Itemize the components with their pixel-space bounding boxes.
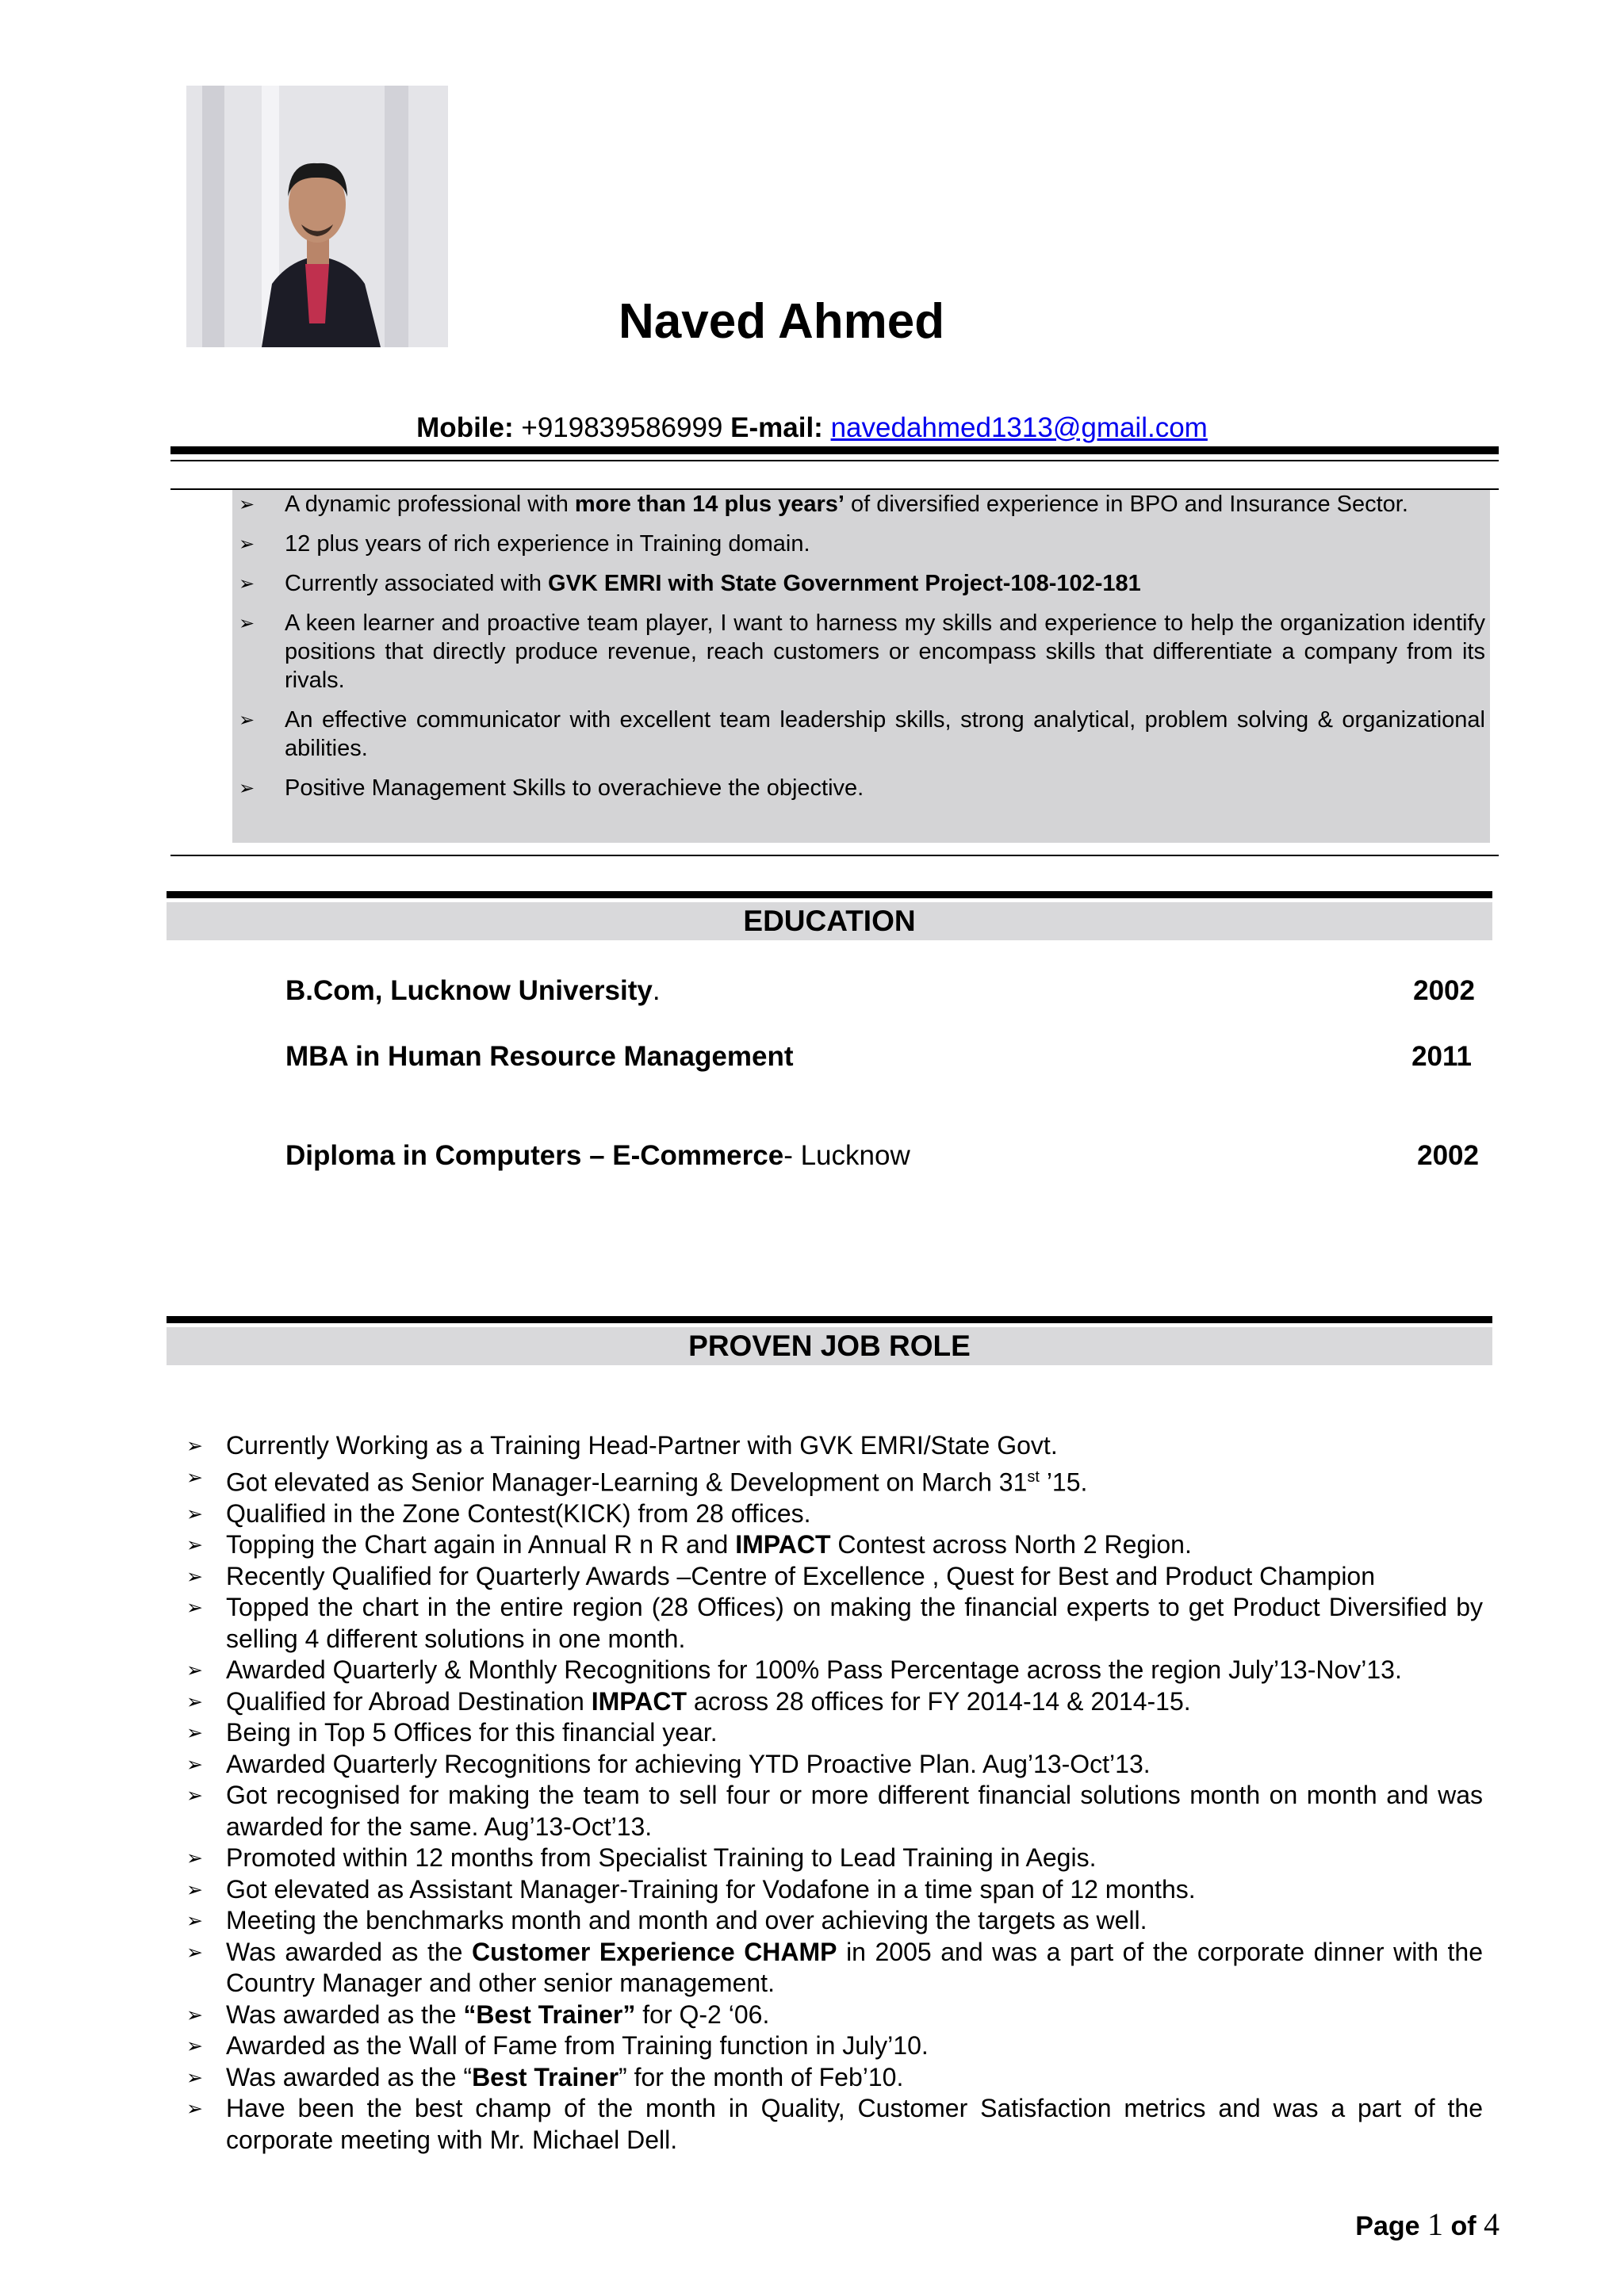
job-role-item: ➢ Recently Qualified for Quarterly Awards –Centre of Excellence , Quest for Best and Product Champion (182, 1561, 1483, 1593)
arrow-bullet-icon: ➢ (186, 1533, 203, 1557)
arrow-bullet-icon: ➢ (186, 2034, 203, 2058)
education-divider (167, 891, 1492, 898)
header-divider-thick (170, 446, 1499, 454)
arrow-bullet-icon: ➢ (186, 1846, 203, 1870)
candidate-name: Naved Ahmed (619, 294, 945, 349)
education-year: 2011 (1411, 1041, 1472, 1072)
job-role-item: ➢ Meeting the benchmarks month and month and over achieving the targets as well. (182, 1905, 1483, 1937)
arrow-bullet-icon: ➢ (186, 1721, 203, 1745)
job-role-item: ➢ Topping the Chart again in Annual R n R and IMPACT Contest across North 2 Region. (182, 1529, 1483, 1561)
summary-bottom-rule (170, 855, 1499, 856)
contact-line (0, 412, 1624, 444)
job-role-item: ➢ Awarded Quarterly & Monthly Recognitions for 100% Pass Percentage across the region July’13-Nov’13. (182, 1655, 1483, 1686)
summary-item: ➢ A keen learner and proactive team player, I want to harness my skills and experience to help the organization identify positions that directly produce revenue, reach customers or encompass skills that differentiate a company from its rivals. (239, 610, 1485, 693)
arrow-bullet-icon: ➢ (239, 572, 255, 595)
job-role-item: ➢ Being in Top 5 Offices for this financial year. (182, 1717, 1483, 1749)
email-link[interactable]: navedahmed1313@gmail.com (830, 412, 1208, 443)
job-role-item: ➢ Was awarded as the “Best Trainer” for the month of Feb’10. (182, 2062, 1483, 2094)
arrow-bullet-icon: ➢ (186, 1659, 203, 1682)
profile-photo (186, 86, 448, 347)
arrow-bullet-icon: ➢ (186, 1909, 203, 1933)
mobile-label: Mobile: (416, 412, 514, 443)
page-number: Page 1 of 4 (1355, 2206, 1500, 2242)
arrow-bullet-icon: ➢ (239, 777, 255, 799)
arrow-bullet-icon: ➢ (239, 493, 255, 515)
arrow-bullet-icon: ➢ (186, 1465, 203, 1489)
summary-item: ➢ 12 plus years of rich experience in Training domain. (239, 531, 810, 557)
job-role-item: ➢ Got elevated as Assistant Manager-Training for Vodafone in a time span of 12 months. (182, 1874, 1483, 1906)
job-role-item: ➢ Qualified for Abroad Destination IMPACT across 28 offices for FY 2014-14 & 2014-15. (182, 1686, 1483, 1718)
education-item: B.Com, Lucknow University. 2002 (285, 975, 1475, 1006)
arrow-bullet-icon: ➢ (239, 612, 255, 634)
education-item: MBA in Human Resource Management 2011 (285, 1041, 1472, 1072)
education-year: 2002 (1417, 1140, 1479, 1171)
job-role-item: ➢ Qualified in the Zone Contest(KICK) from 28 offices. (182, 1498, 1483, 1530)
job-role-heading: PROVEN JOB ROLE (167, 1327, 1492, 1365)
job-role-item: ➢ Awarded as the Wall of Fame from Training function in July’10. (182, 2030, 1483, 2062)
education-item: Diploma in Computers – E-Commerce- Lucknow 2002 (285, 1140, 1479, 1171)
arrow-bullet-icon: ➢ (186, 1689, 203, 1713)
arrow-bullet-icon: ➢ (186, 1502, 203, 1525)
mobile-number: +919839586999 (521, 412, 723, 443)
education-year: 2002 (1413, 975, 1475, 1006)
header-divider-thin (170, 460, 1499, 461)
summary-item: ➢ Positive Management Skills to overachieve the objective. (239, 775, 864, 801)
job-role-item: ➢ Topped the chart in the entire region (28 Offices) on making the financial experts to get Product Diversified by selling 4 different solutions in one month. (186, 1593, 1483, 1653)
arrow-bullet-icon: ➢ (186, 1434, 203, 1457)
job-role-item: ➢ Got elevated as Senior Manager-Learning & Development on March 31st ’15. (182, 1462, 1483, 1498)
job-role-item: ➢ Promoted within 12 months from Specialist Training to Lead Training in Aegis. (182, 1843, 1483, 1874)
arrow-bullet-icon: ➢ (186, 1877, 203, 1901)
arrow-bullet-icon: ➢ (186, 1752, 203, 1776)
arrow-bullet-icon: ➢ (186, 2065, 203, 2089)
email-label: E-mail: (730, 412, 823, 443)
arrow-bullet-icon: ➢ (186, 1784, 203, 1808)
arrow-bullet-icon: ➢ (186, 1940, 203, 1964)
arrow-bullet-icon: ➢ (186, 2097, 203, 2121)
job-role-item: ➢ Got recognised for making the team to sell four or more different financial solutions month on month and was awarded for the same. Aug’13-Oct’13. (186, 1781, 1483, 1841)
job-role-list (182, 1430, 1483, 2156)
education-heading: EDUCATION (167, 902, 1492, 940)
job-role-divider (167, 1316, 1492, 1323)
arrow-bullet-icon: ➢ (186, 1564, 203, 1588)
arrow-bullet-icon: ➢ (239, 533, 255, 555)
job-role-item: ➢ Currently Working as a Training Head-Partner with GVK EMRI/State Govt. (182, 1430, 1483, 1462)
summary-item: ➢ An effective communicator with excellent team leadership skills, strong analytical, problem solving & organizational abilities. (239, 707, 1485, 761)
summary-item: ➢ A dynamic professional with more than 14 plus years’ of diversified experience in BPO and Insurance Sector. (239, 492, 1408, 517)
job-role-item: ➢ Awarded Quarterly Recognitions for achieving YTD Proactive Plan. Aug’13-Oct’13. (182, 1749, 1483, 1781)
summary-list (232, 490, 1485, 802)
arrow-bullet-icon: ➢ (186, 1596, 203, 1620)
job-role-item: ➢ Was awarded as the Customer Experience CHAMP in 2005 and was a part of the corporate dinner with the Country Manager and other senior management. (186, 1937, 1484, 1998)
arrow-bullet-icon: ➢ (239, 709, 255, 731)
job-role-item: ➢ Have been the best champ of the month in Quality, Customer Satisfaction metrics and was a part of the corporate meeting with Mr. Michael Dell. (186, 2094, 1483, 2154)
arrow-bullet-icon: ➢ (186, 2003, 203, 2026)
job-role-item: ➢ Was awarded as the “Best Trainer” for Q-2 ‘06. (182, 1999, 1483, 2031)
summary-item: ➢ Currently associated with GVK EMRI with State Government Project-108-102-181 (239, 571, 1141, 596)
